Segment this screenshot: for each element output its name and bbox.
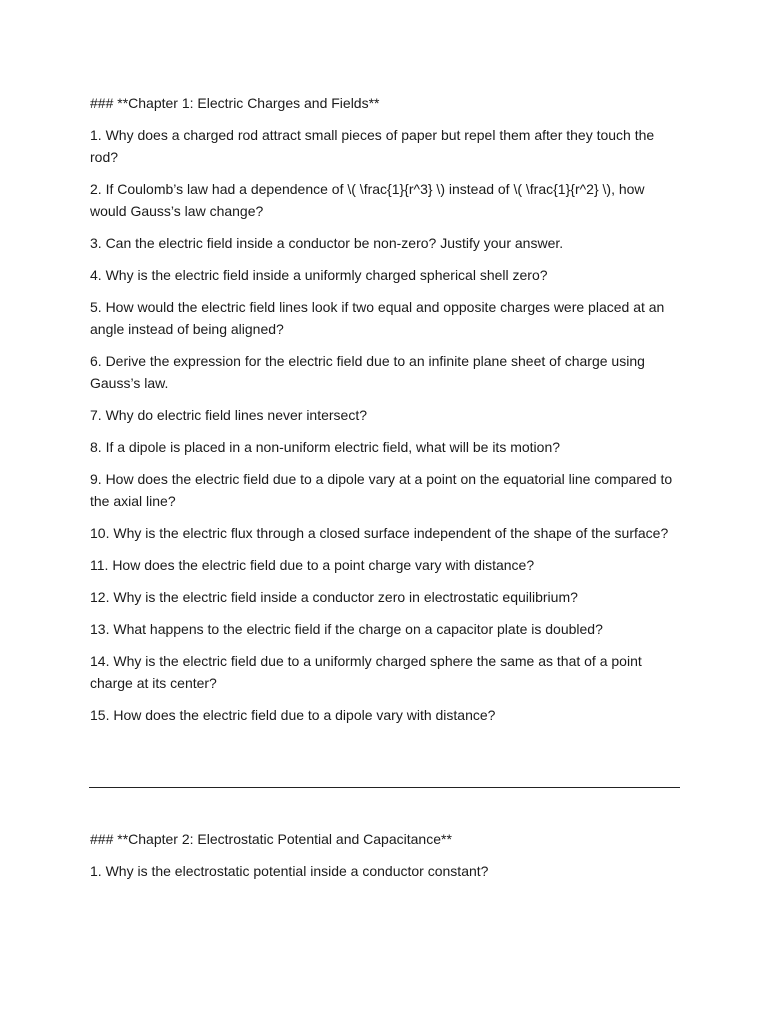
chapter-1-section — [90, 92, 682, 736]
question-item: 9. How does the electric field due to a dipole vary at a point on the equatorial line compared to the axial line? — [90, 471, 673, 509]
question-item: 14. Why is the electric field due to a uniformly charged sphere the same as that of a point charge at its center? — [90, 653, 642, 691]
chapter-1-heading: ### **Chapter 1: Electric Charges and Fields** — [90, 95, 380, 111]
chapter-2-heading: ### **Chapter 2: Electrostatic Potential and Capacitance** — [90, 831, 452, 847]
question-item: 2. If Coulomb’s law had a dependence of \( \frac{1}{r^3} \) instead of \( \frac{1}{r^2} \), how would Gauss’s law change? — [90, 181, 645, 219]
question-item: 10. Why is the electric flux through a closed surface independent of the shape of the surface? — [90, 525, 669, 541]
question-item: 13. What happens to the electric field if the charge on a capacitor plate is doubled? — [90, 621, 603, 637]
question-item: 3. Can the electric field inside a conductor be non-zero? Justify your answer. — [90, 235, 564, 251]
question-item: 12. Why is the electric field inside a conductor zero in electrostatic equilibrium? — [90, 589, 578, 605]
question-item: 7. Why do electric field lines never intersect? — [90, 407, 368, 423]
question-item: 11. How does the electric field due to a point charge vary with distance? — [90, 557, 535, 573]
question-item: 1. Why is the electrostatic potential inside a conductor constant? — [90, 863, 489, 879]
question-item: 5. How would the electric field lines look if two equal and opposite charges were placed at an angle instead of being aligned? — [90, 299, 665, 337]
question-item: 1. Why does a charged rod attract small pieces of paper but repel them after they touch the rod? — [90, 127, 655, 165]
question-item: 15. How does the electric field due to a dipole vary with distance? — [90, 707, 496, 723]
question-item: 4. Why is the electric field inside a uniformly charged spherical shell zero? — [90, 267, 548, 283]
section-divider — [89, 787, 680, 788]
question-item: 8. If a dipole is placed in a non-uniform electric field, what will be its motion? — [90, 439, 561, 455]
question-item: 6. Derive the expression for the electric field due to an infinite plane sheet of charge using Gauss’s law. — [90, 353, 645, 391]
chapter-2-section — [90, 828, 682, 892]
